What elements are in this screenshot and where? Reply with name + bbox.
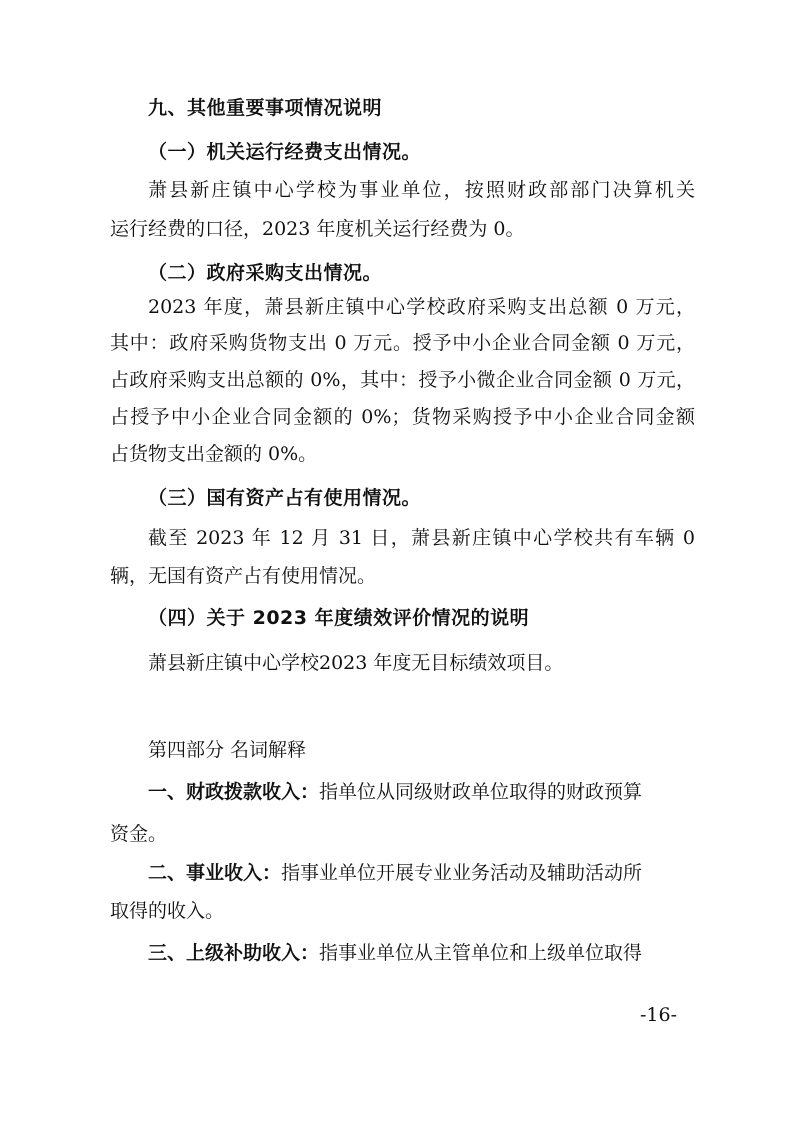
sec2-line-5: 占货物支出金额的 0%。 <box>110 443 318 465</box>
term-2-cont: 取得的收入。 <box>110 900 225 922</box>
term-1-label: 一、财政拨款收入： <box>148 781 320 803</box>
sec2-line-3: 占政府采购支出总额的 0%，其中：授予小微企业合同金额 0 万元， <box>110 369 695 391</box>
term-3-label: 三、上级补助收入： <box>148 942 320 964</box>
sec3-line-1: 截至 2023 年 12 月 31 日，萧县新庄镇中心学校共有车辆 0 <box>148 527 695 549</box>
sec4-line-1: 萧县新庄镇中心学校2023 年度无目标绩效项目。 <box>148 652 564 674</box>
heading-nine: 九、其他重要事项情况说明 <box>148 97 383 119</box>
term-3-line <box>148 940 695 966</box>
page-number: -16- <box>640 1004 678 1026</box>
term-2-def: 指事业单位开展专业业务活动及辅助活动所 <box>281 862 643 884</box>
sec1-line-2: 运行经费的口径，2023 年度机关运行经费为 0。 <box>110 218 525 240</box>
sec1-title: （一）机关运行经费支出情况。 <box>148 141 422 163</box>
term-2-line <box>148 860 695 886</box>
sec1-line-1: 萧县新庄镇中心学校为事业单位，按照财政部部门决算机关 <box>148 179 695 201</box>
term-1-line <box>148 779 695 805</box>
term-3-def: 指事业单位从主管单位和上级单位取得 <box>319 942 643 964</box>
part4-title: 第四部分 名词解释 <box>148 739 307 761</box>
sec2-line-2: 其中：政府采购货物支出 0 万元。授予中小企业合同金额 0 万元， <box>110 332 695 354</box>
sec2-line-4: 占授予中小企业合同金额的 0%；货物采购授予中小企业合同金额 <box>110 406 695 428</box>
term-2-label: 二、事业收入： <box>148 862 282 884</box>
term-1-def: 指单位从同级财政单位取得的财政预算 <box>319 781 643 803</box>
sec3-line-2: 辆，无国有资产占有使用情况。 <box>110 565 377 587</box>
sec2-line-1: 2023 年度，萧县新庄镇中心学校政府采购支出总额 0 万元， <box>148 296 695 318</box>
sec4-title: （四）关于 2023 年度绩效评价情况的说明 <box>148 607 530 629</box>
term-1-cont: 资金。 <box>110 823 168 845</box>
sec2-title: （二）政府采购支出情况。 <box>148 262 383 284</box>
sec3-title: （三）国有资产占有使用情况。 <box>148 487 422 509</box>
